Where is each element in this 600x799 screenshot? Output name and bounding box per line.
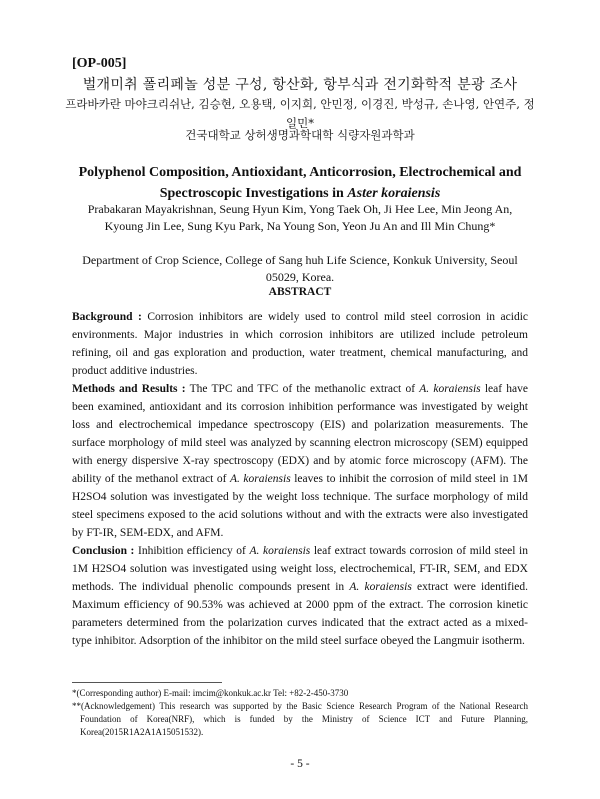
species-name: A. koraiensis — [249, 545, 311, 557]
korean-title: 벌개미취 폴리페놀 성분 구성, 항산화, 항부식과 전기화학적 분광 조사 — [82, 77, 518, 93]
background-label: Background : — [72, 311, 142, 323]
english-title — [60, 162, 540, 204]
english-authors: Prabakaran Mayakrishnan, Seung Hyun Kim, Yong Taek Oh, Ji Hee Lee, Min Jeong An, Kyoung Jin Lee, Sung Kyu Park, Na Young Son, Yeon Ju An and Ill Min Chung* — [87, 202, 513, 233]
footnotes — [72, 687, 528, 739]
conclusion-text-1: Inhibition efficiency of — [137, 545, 246, 557]
english-affiliation: Department of Crop Science, College of Sang huh Life Science, Konkuk University, Seoul 05029, Korea. — [82, 253, 518, 284]
korean-authors: 프라바카란 마야크리쉬난, 김승현, 오용택, 이지희, 안민정, 이경진, 박성규, 손나영, 안연주, 정일민* — [65, 97, 535, 130]
conclusion-label: Conclusion : — [72, 545, 135, 557]
conclusion-text-3: extract were identified. Maximum efficiency of 90.53% was achieved at 2000 ppm of the extract. The corrosion kinetic parameters determined from the polarization curves indicated that the extract acted as a mixed-type inhibitor. Adsorption of the inhibitor on the mild steel surface obeyed the Langmuir isotherm. — [72, 581, 529, 647]
abstract-heading: ABSTRACT — [268, 286, 332, 298]
species-name: A. koraiensis — [229, 473, 291, 485]
footnote-corresponding: *(Corresponding author) E-mail: imcim@konkuk.ac.kr Tel: +82-2-450-3730 — [72, 688, 349, 698]
footnote-acknowledgement: **(Acknowledgement) This research was supported by the Basic Science Research Program of the National Research Foundation of Korea(NRF), which is funded by the Ministry of Science ICT and Future Planning, Korea(2015R1A2A1A15051532). — [72, 701, 528, 737]
methods-label: Methods and Results : — [72, 383, 186, 395]
english-title-main: Polyphenol Composition, Antioxidant, Anticorrosion, Electrochemical and Spectroscopic Investigations in — [78, 165, 522, 201]
conclusion-paragraph — [72, 542, 528, 650]
methods-text-1: The TPC and TFC of the methanolic extract of — [189, 383, 416, 395]
english-title-species: Aster koraiensis — [347, 186, 441, 201]
session-code: [OP-005] — [72, 56, 127, 71]
methods-text-2: leaf have been examined, antioxidant and its corrosion inhibition performance was investigated by weight loss and electrochemical impedance spectroscopy (EIS) and polarization measurements. The surface morphology of mild steel was analyzed by scanning electron microscopy (SEM) equipped with energy dispersive X-ray spectroscopy (EDX) and by atomic force microscopy (AFM). The ability of the methanol extract of — [72, 383, 528, 485]
species-name: A. koraiensis — [349, 581, 412, 593]
species-name: A. koraiensis — [419, 383, 481, 395]
conclusion-text-2: leaf extract towards corrosion of mild steel in 1M H2SO4 solution was investigated using weight loss, electrochemical, FT-IR, SEM, and EDX methods. The individual phenolic compounds present in — [72, 545, 529, 593]
background-paragraph — [72, 308, 528, 380]
abstract-body — [72, 308, 528, 650]
footnote-divider — [72, 682, 222, 683]
background-text: Corrosion inhibitors are widely used to control mild steel corrosion in acidic environments. Major industries in which corrosion inhibitors are utilized include petroleum refining, oil and gas exploration and production, water treatment, chemical manufacturing, and product additive industries. — [72, 311, 529, 377]
page-number: - 5 - — [290, 758, 310, 770]
korean-affiliation: 건국대학교 상허생명과학대학 식량자원과학과 — [185, 128, 415, 142]
methods-paragraph — [72, 380, 528, 542]
methods-text-3: leaves to inhibit the corrosion of mild steel in 1M H2SO4 solution was investigated by the weight loss technique. The surface morphology of mild steel specimens exposed to the acid solutions without and with the extracts were also investigated by FT-IR, SEM-EDX, and AFM. — [72, 473, 528, 539]
